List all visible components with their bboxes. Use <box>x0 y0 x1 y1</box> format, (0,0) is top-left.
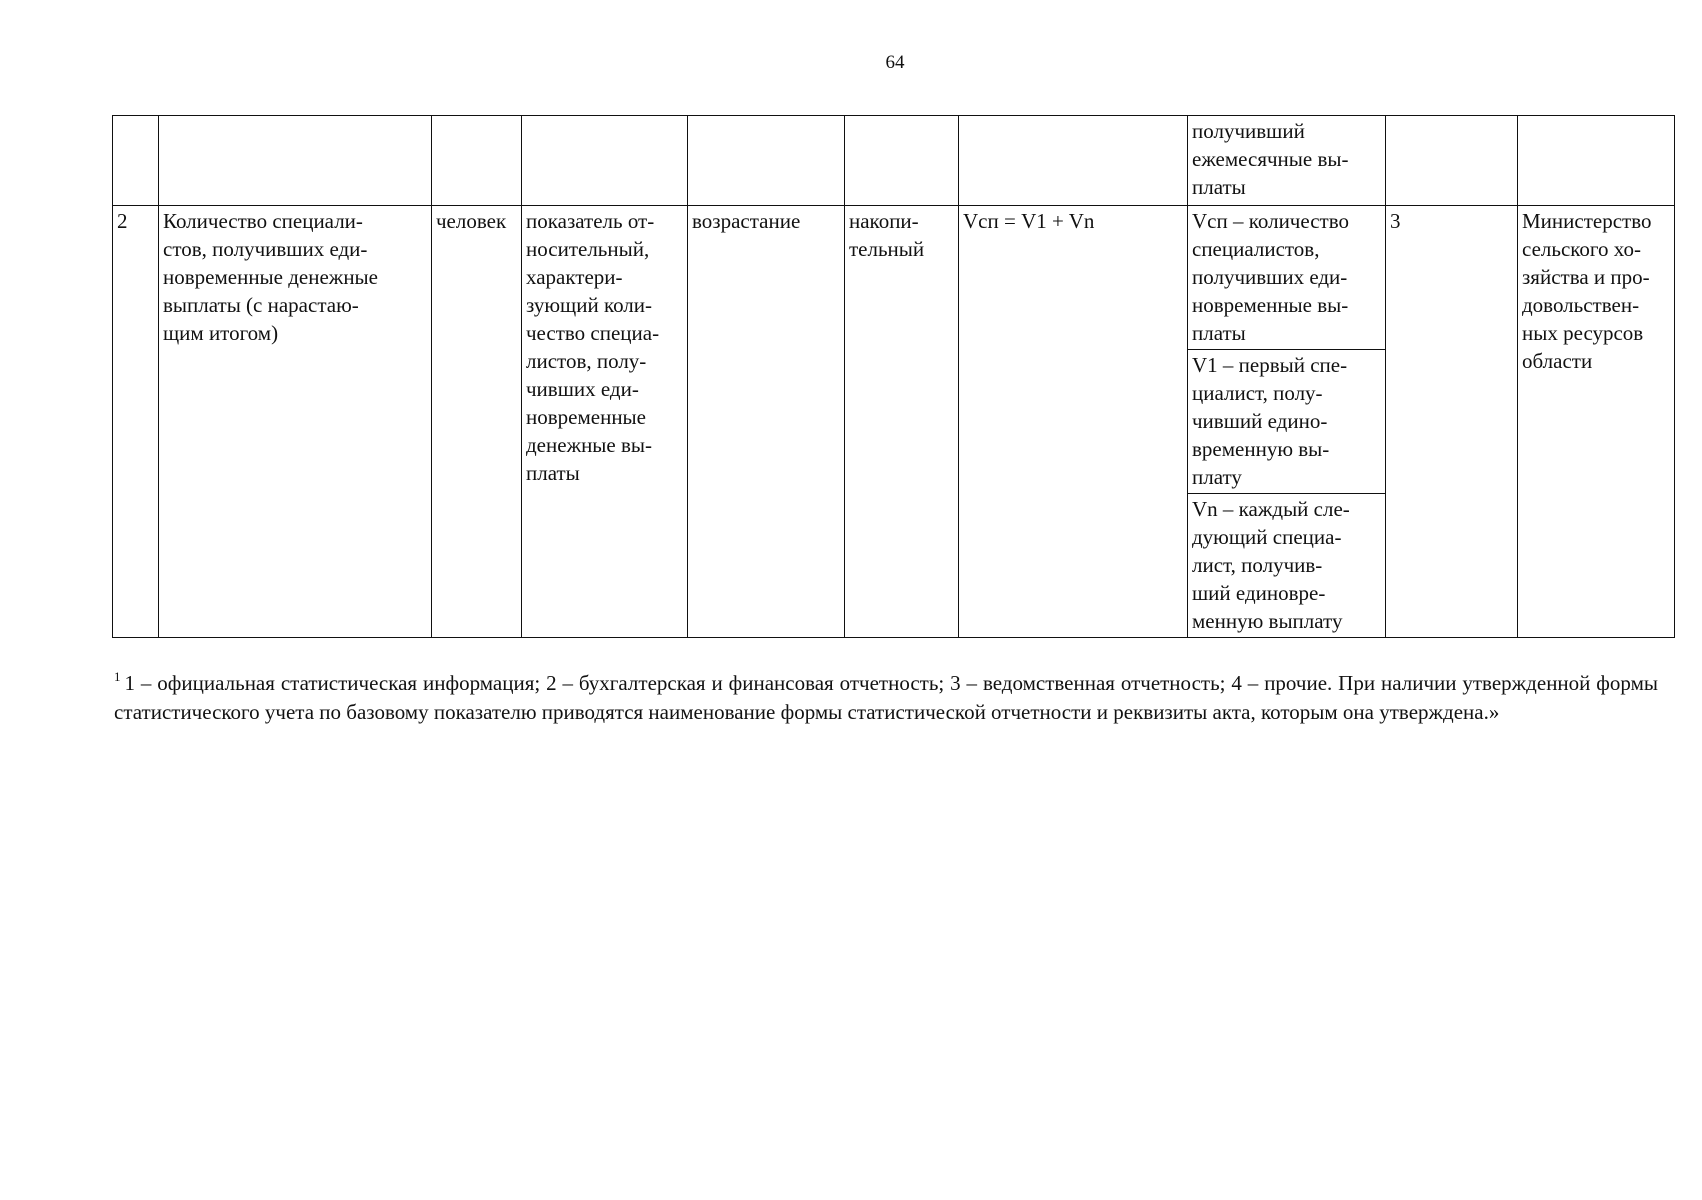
page-number: 64 <box>885 52 905 73</box>
continued-formula-description: получивший ежемесячные вы- платы <box>1188 116 1386 206</box>
formula-term-vsp: Vсп – количество специалистов, получивших еди- новременные вы- платы <box>1188 206 1386 350</box>
formula-term-v1: V1 – первый спе- циалист, полу- чивший едино- временную вы- плату <box>1188 350 1386 494</box>
table-cell <box>1386 116 1518 206</box>
table-cell <box>1518 116 1675 206</box>
table-cell <box>522 116 688 206</box>
source-code: 3 <box>1386 206 1518 638</box>
footnote-text: 1 – официальная статистическая информация; 2 – бухгалтерская и финансовая отчетность; 3 – ведомственная отчетность; 4 – прочие. При наличии утвержденной формы статистического учета по базовому показателю приводятся наименование формы статистической отчетности и реквизиты акта, которым она утверждена.» <box>114 671 1658 724</box>
responsible-authority: Министерство сельского хо- зяйства и про- довольствен- ных ресурсов области <box>1518 206 1675 638</box>
footnote <box>114 662 1658 727</box>
dynamics: возрастание <box>688 206 845 638</box>
indicator-type: показатель от- носительный, характери- зующий коли- чество специа- листов, полу- чивших еди- новременные денежные вы- платы <box>522 206 688 638</box>
formula-term-vn: Vn – каждый сле- дующий специа- лист, получив- ший единовре- менную выплату <box>1188 494 1386 638</box>
table-cell <box>159 116 432 206</box>
table-row-continued <box>113 116 1675 206</box>
formula: Vсп = V1 + Vn <box>959 206 1188 638</box>
unit-of-measure: человек <box>432 206 522 638</box>
indicators-table <box>112 115 1675 638</box>
table-cell <box>432 116 522 206</box>
calculation-method: накопи- тельный <box>845 206 959 638</box>
table-row <box>113 206 1675 350</box>
table-cell <box>113 116 159 206</box>
footnote-marker: 1 <box>114 669 121 684</box>
table-cell <box>959 116 1188 206</box>
table-cell <box>688 116 845 206</box>
table-cell <box>845 116 959 206</box>
indicator-name: Количество специали- стов, получивших еди- новременные денежные выплаты (с нарастаю- щим итогом) <box>159 206 432 638</box>
row-number: 2 <box>113 206 159 638</box>
